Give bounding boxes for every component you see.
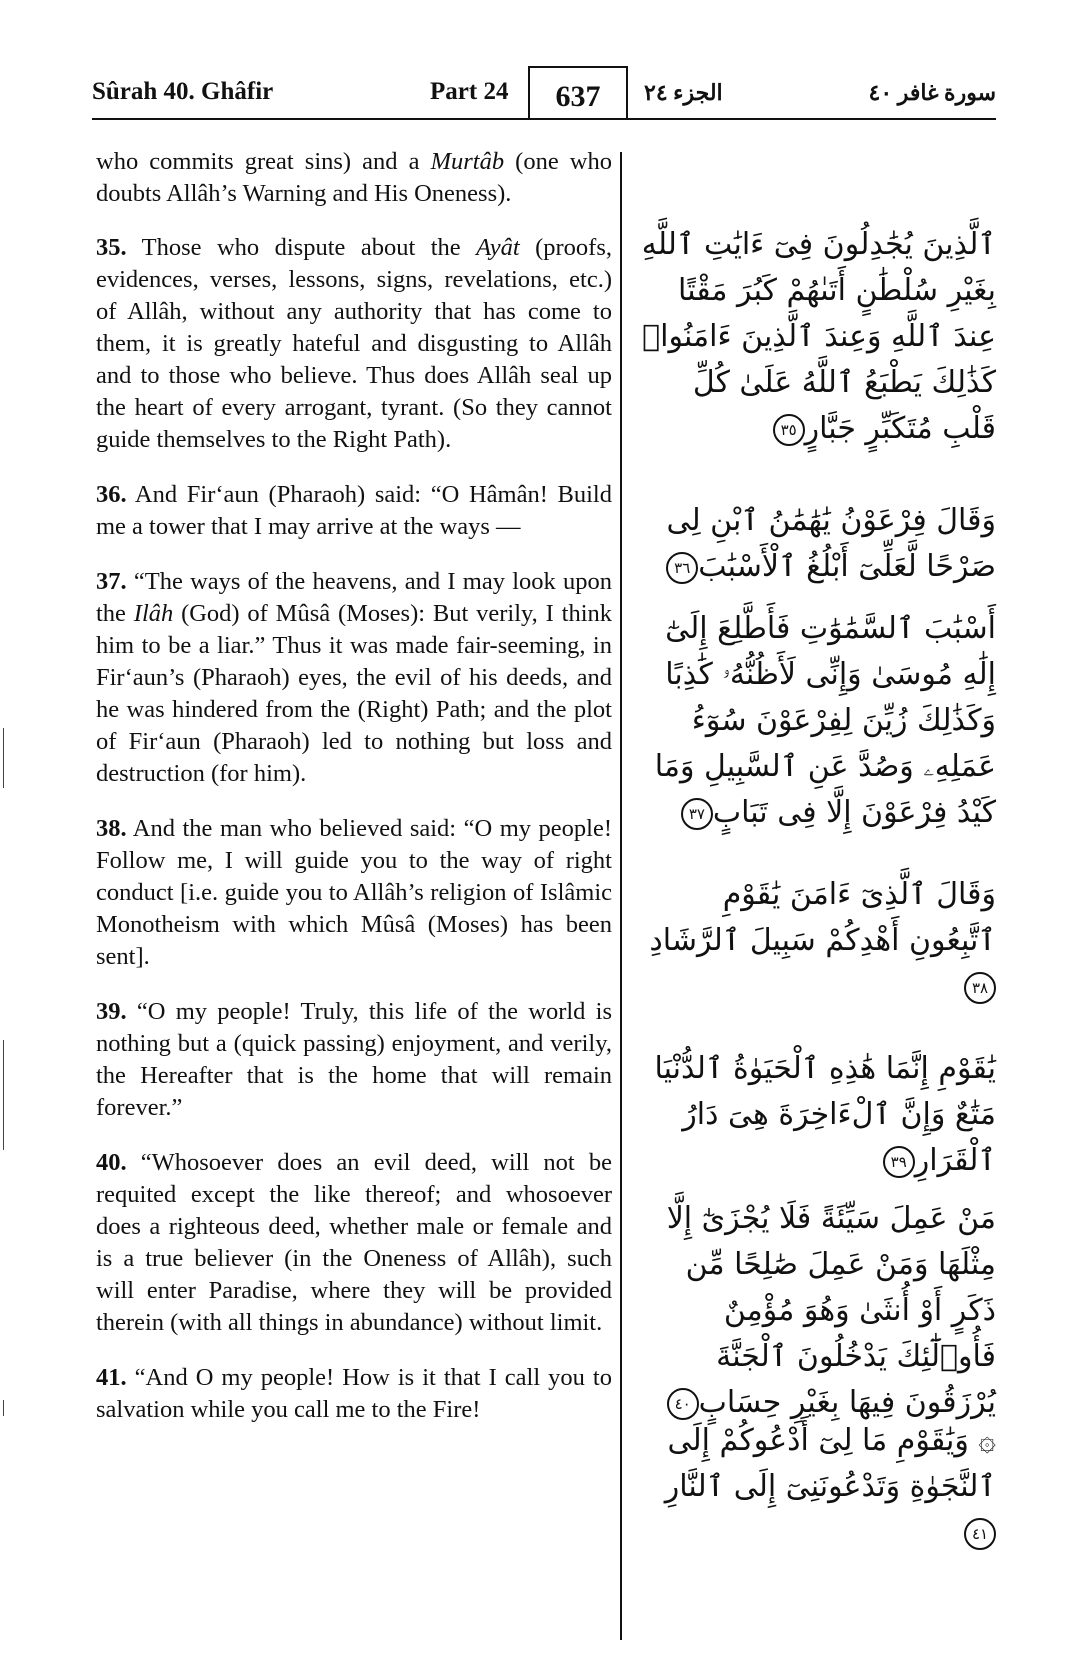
column-divider [620,152,622,1640]
arabic-verse-37: أَسْبَٰبَ ٱلسَّمَٰوَٰتِ فَأَطَّلِعَ إِلَىٰٓ إِلَٰهِ مُوسَىٰ وَإِنِّى لَأَظُنُّهُۥ كَٰذِبًا وَكَذَٰلِكَ زُيِّنَ لِفِرْعَوْنَ سُوٓءُ عَمَلِهِۦ وَصُدَّ عَنِ ٱلسَّبِيلِ وَمَا كَيْدُ فِرْعَوْنَ إِلَّا فِى تَبَابٍ٣٧ [654,611,996,830]
verse-number: 35. [96,234,127,261]
verse-number: 37. [96,568,127,595]
verse-37: 37. “The ways of the heavens, and I may look upon the Ilâh (God) of Mûsâ (Moses): But verily, I think him to be a liar.” Thus it was made fair-seeming, in Fir‘aun’s (Pharaoh) eyes, the evil of his deeds, and he was hindered from the (Right) Path; and the plot of Fir‘aun (Pharaoh) led to nothing but loss and destruction (for him). [96,568,612,787]
verse-number: 38. [96,815,127,842]
verse-36: 36. And Fir‘aun (Pharaoh) said: “O Hâmân! Build me a tower that I may arrive at the ways — [96,481,612,540]
intro-paragraph: who commits great sins) and a Murtâb (one who doubts Allâh’s Warning and His Oneness). [96,148,612,207]
surah-title-arabic: سورة غافر ٤٠ [868,80,996,105]
arabic-verse-39: يَٰقَوْمِ إِنَّمَا هَٰذِهِ ٱلْحَيَوٰةُ ٱلدُّنْيَا مَتَٰعٌ وَإِنَّ ٱلْءَاخِرَةَ هِىَ دَارُ ٱلْقَرَارِ٣٩ [654,1051,996,1178]
margin-mark [3,1040,4,1150]
margin-mark [3,728,4,788]
part-label-arabic: الجزء ٢٤ [644,80,723,105]
verse-40: 40. “Whosoever does an evil deed, will not be requited except the like thereof; and whosoever does a righteous deed, whether male or female and is a true believer (in the Oneness of Allâh), such will enter Paradise, where they will be provided therein (with all things in abundance) without limit. [96,1149,612,1336]
translation-column [96,146,612,1449]
header-rule [92,118,996,120]
margin-mark [3,1400,4,1416]
verse-39: 39. “O my people! Truly, this life of the world is nothing but a (quick passing) enjoyment, and verily, the Hereafter that is the home that will remain forever.” [96,998,612,1121]
verse-number: 39. [96,998,127,1025]
arabic-verse-38: وَقَالَ ٱلَّذِىٓ ءَامَنَ يَٰقَوْمِ ٱتَّبِعُونِ أَهْدِكُمْ سَبِيلَ ٱلرَّشَادِ٣٨ [640,872,996,1010]
arabic-verse-40: مَنْ عَمِلَ سَيِّئَةً فَلَا يُجْزَىٰٓ إِلَّا مِثْلَهَا وَمَنْ عَمِلَ صَٰلِحًا مِّن ذَكَرٍ أَوْ أُنثَىٰ وَهُوَ مُؤْمِنٌ فَأُو۟لَٰٓئِكَ يَدْخُلُونَ ٱلْجَنَّةَ يُرْزَقُونَ فِيهَا بِغَيْرِ حِسَابٍ٤٠ [666,1201,996,1420]
verse-end-marker: ٤٠ [667,1388,699,1420]
part-label-english: Part 24 [430,78,509,105]
verse-number: 36. [96,481,127,508]
verse-end-marker: ٣٥ [773,414,805,446]
surah-title-english: Sûrah 40. Ghâfir [92,78,274,105]
arabic-verse-36: وَقَالَ فِرْعَوْنُ يَٰهَٰمَٰنُ ٱبْنِ لِى صَرْحًا لَّعَلِّىٓ أَبْلُغُ ٱلْأَسْبَٰبَ٣٦ [666,503,996,584]
verse-number: 41. [96,1364,127,1391]
verse-38: 38. And the man who believed said: “O my people! Follow me, I will guide you to the way of right conduct [i.e. guide you to Allâh’s religion of Islâmic Monotheism with which Mûsâ (Moses) has been sent]. [96,815,612,970]
verse-end-marker: ٣٨ [964,972,996,1004]
verse-35: 35. Those who dispute about the Ayât (proofs, evidences, verses, lessons, signs, revelations, etc.) of Allâh, without any authority that has come to them, it is greatly hateful and disgusting to Allâh and to those who believe. Thus does Allâh seal up the heart of every arrogant, tyrant. (So they cannot guide themselves to the Right Path). [96,234,612,453]
verse-number: 40. [96,1149,127,1176]
verse-end-marker: ٤١ [964,1518,996,1550]
arabic-verse-41: ۞ وَيَٰقَوْمِ مَا لِىٓ أَدْعُوكُمْ إِلَى ٱلنَّجَوٰةِ وَتَدْعُونَنِىٓ إِلَى ٱلنَّارِ٤١ [640,1418,996,1556]
verse-41: 41. “And O my people! How is it that I call you to salvation while you call me to the Fire! [96,1364,612,1423]
verse-end-marker: ٣٩ [883,1146,915,1178]
page-header [92,66,996,118]
page-number: 637 [528,66,628,120]
verse-end-marker: ٣٧ [681,798,713,830]
arabic-verse-35: ٱلَّذِينَ يُجَٰدِلُونَ فِىٓ ءَايَٰتِ ٱللَّهِ بِغَيْرِ سُلْطَٰنٍ أَتَىٰهُمْ كَبُرَ مَقْتًا عِندَ ٱللَّهِ وَعِندَ ٱلَّذِينَ ءَامَنُوا۟ كَذَٰلِكَ يَطْبَعُ ٱللَّهُ عَلَىٰ كُلِّ قَلْبِ مُتَكَبِّرٍ جَبَّارٍ٣٥ [641,227,996,446]
verse-end-marker: ٣٦ [666,552,698,584]
